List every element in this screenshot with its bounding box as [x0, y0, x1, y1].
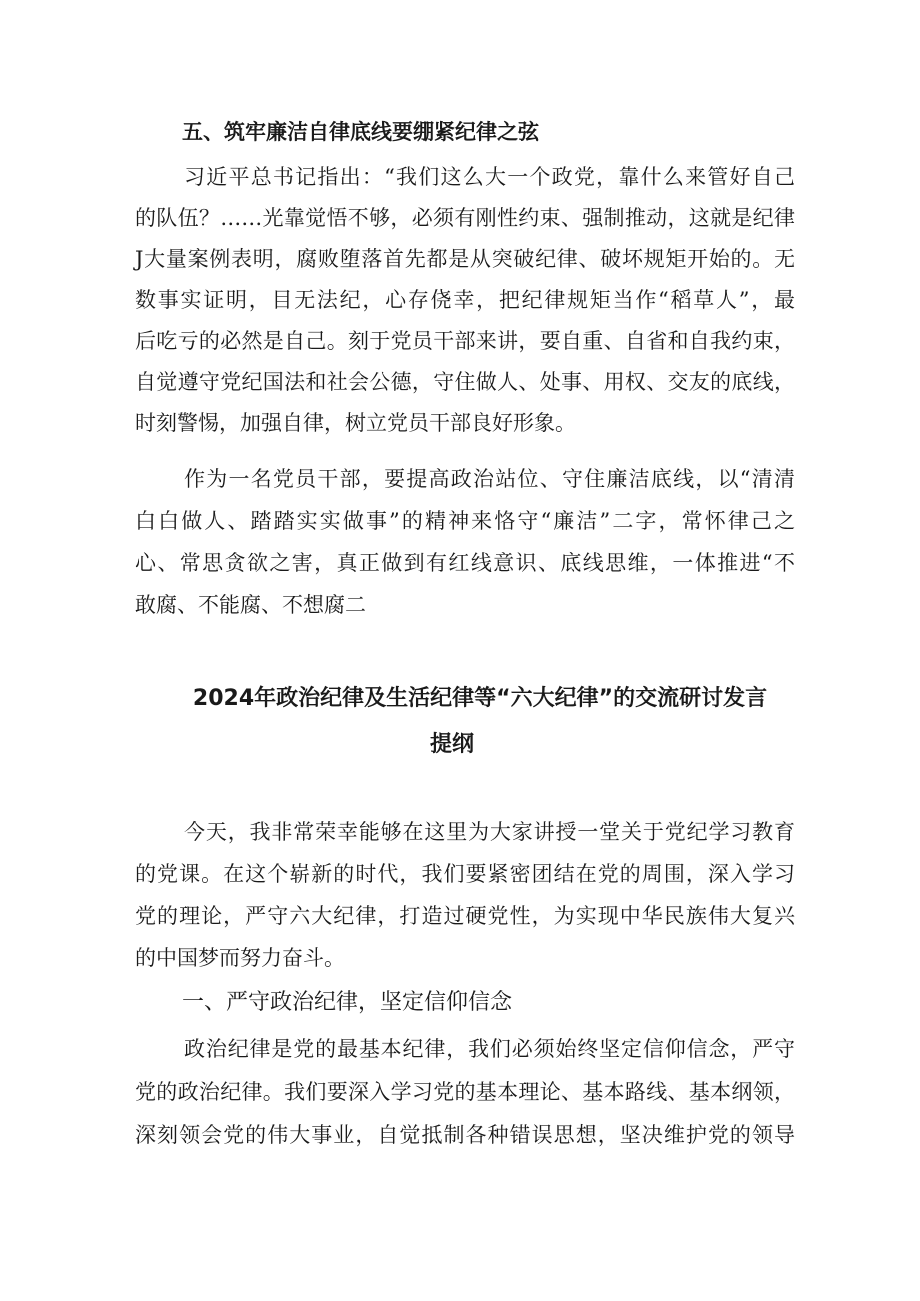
paragraph-line: 心、常思贪欲之害，真正做到有红线意识、底线思维，一体推进“不: [135, 551, 795, 575]
document-title: 2024年政治纪律及生活纪律等“六大纪律”的交流研讨发言: [192, 686, 768, 711]
paragraph-line: 敢腐、不能腐、不想腐二: [135, 593, 366, 617]
paragraph-line: 习近平总书记指出：“我们这么大一个政党，靠什么来管好自己: [184, 165, 795, 189]
paragraph-line: 深刻领会党的伟大事业，自觉抵制各种错误思想，坚决维护党的领导: [135, 1123, 795, 1147]
document-title-line2: 提纲: [429, 732, 474, 757]
paragraph-line: 时刻警惕，加强自律，树立党员干部良好形象。: [135, 411, 576, 435]
paragraph-line: 的队伍？……光靠觉悟不够，必须有刚性约束、强制推动，这就是纪律: [135, 206, 795, 230]
paragraph-line: 的中国梦而努力奋斗。: [135, 946, 345, 970]
section-one-heading: 一、严守政治纪律，坚定信仰信念: [182, 990, 513, 1015]
paragraph-line: 党的理论，严守六大纪律，打造过硬党性，为实现中华民族伟大复兴: [135, 904, 795, 928]
paragraph-line: 作为一名党员干部，要提高政治站位、守住廉洁底线，以“清清: [184, 467, 795, 491]
paragraph-line: 自觉遵守党纪国法和社会公德，守住做人、处事、用权、交友的底线，: [135, 370, 795, 394]
paragraph-line: 后吃亏的必然是自己。刻于党员干部来讲，要自重、自省和自我约束，: [135, 329, 795, 353]
paragraph-line: 今天，我非常荣幸能够在这里为大家讲授一堂关于党纪学习教育: [184, 820, 795, 844]
section-five-heading: 五、筑牢廉洁自律底线要绷紧纪律之弦: [182, 120, 539, 144]
paragraph-line: 党的政治纪律。我们要深入学习党的基本理论、基本路线、基本纲领，: [135, 1080, 795, 1104]
paragraph-line: 政治纪律是党的最基本纪律，我们必须始终坚定信仰信念，严守: [184, 1037, 795, 1061]
paragraph-line: J大量案例表明，腐败堕落首先都是从突破纪律、破坏规矩开始的。无: [135, 247, 795, 271]
paragraph-line: 白白做人、踏踏实实做事”的精神来恪守“廉洁”二字，常怀律己之: [135, 509, 795, 533]
paragraph-line: 的党课。在这个崭新的时代，我们要紧密团结在党的周围，深入学习: [135, 862, 795, 886]
paragraph-line: 数事实证明，目无法纪，心存侥幸，把纪律规矩当作“稻草人”，最: [135, 288, 795, 312]
